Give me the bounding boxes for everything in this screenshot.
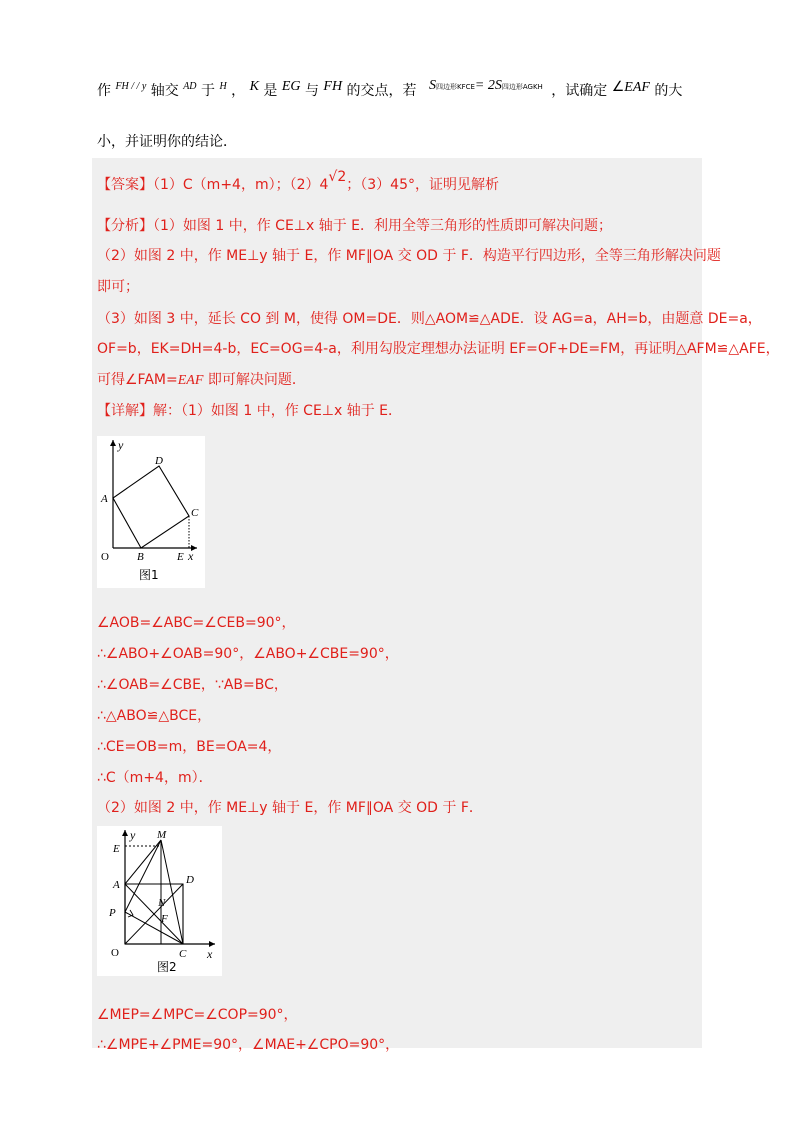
label-x: x [207,947,213,961]
answer-tag: 【答案】 [97,177,153,193]
question-line-1 [97,80,682,100]
analysis-text: 可得∠FAM= [97,372,178,388]
label-m: M [157,829,167,841]
figure-2-caption: 图2 [157,960,177,974]
detail-text: 解：（1）如图 1 中，作 CE⊥x 轴于 E． [153,403,403,419]
answer-text: （1）C（m+4，m）；（2）4 [153,177,329,193]
q-math: = 2S [474,78,502,93]
label-y: y [130,828,136,842]
label-x: x [188,549,194,563]
angle-symbol: ∠ [611,79,625,95]
label-o: O [101,551,109,563]
detail-l1 [97,400,402,420]
square-abcd [113,466,189,548]
q-sub: 四边形AGKH [501,83,543,91]
label-c: C [191,507,199,519]
q-math: EG [281,79,301,94]
step1-5: ∴C（m+4，m）． [97,770,213,786]
step1-2: ∴∠OAB=∠CBE，∵AB=BC， [97,677,288,693]
analysis-text: 即可解决问题． [203,372,306,388]
label-p: P [109,907,116,919]
analysis-l2: （2）如图 2 中，作 ME⊥y 轴于 E，作 MF∥OA 交 OD 于 F．构造平行四边形，全等三角形解决问题 [97,248,721,264]
step2-1: ∴∠MPE+∠PME=90°，∠MAE+∠CPO=90°， [97,1037,400,1053]
label-y: y [118,438,124,452]
detail-tag: 【详解】 [97,403,153,419]
q-text: 的大 [654,83,683,99]
y-axis-arrow [110,440,116,446]
segment-pc [125,912,183,944]
label-e: E [177,551,184,563]
q-math: H [219,81,227,92]
part2-heading: （2）如图 2 中，作 ME⊥y 轴于 E，作 MF∥OA 交 OD 于 F． [97,800,483,816]
q-math: FH [323,79,343,94]
step1-0: ∠AOB=∠ABC=∠CEB=90°， [97,615,296,631]
analysis-l4: （3）如图 3 中，延长 CO 到 M，使得 OM=DE．则△AOM≌△ADE．设 AG=a，AH=b，由题意 DE=a， [97,311,762,327]
analysis-math: EAF [177,373,204,388]
label-d: D [155,455,163,467]
label-d: D [186,874,194,886]
segment-mc [161,840,183,944]
y-axis-arrow [122,830,128,836]
q-text: 是 [263,83,278,99]
label-n: N [158,897,166,909]
analysis-l6 [97,369,306,389]
figure-2-svg [97,826,222,976]
step2-0: ∠MEP=∠MPC=∠COP=90°， [97,1007,298,1023]
q-sub: 四边形KFCE [435,83,475,91]
step1-3: ∴△ABO≌△BCE， [97,708,212,724]
answer-line [97,169,499,194]
q-text: 于 [200,83,215,99]
label-e: E [113,843,120,855]
q-text: 与 [304,83,319,99]
q-math: EAF [624,80,650,95]
analysis-text: （1）如图 1 中，作 CE⊥x 轴于 E．利用全等三角形的性质即可解决问题； [153,218,613,234]
step1-4: ∴CE=OB=m，BE=OA=4， [97,739,282,755]
answer-text: ；（3）45°，证明见解析 [346,177,499,193]
q-text: ， [231,83,246,99]
analysis-l1 [97,215,612,235]
label-f: F [161,913,168,925]
area-formula [429,77,547,93]
q-math: K [249,79,259,94]
analysis-l3: 即可； [97,279,139,295]
segment-ma [125,840,161,884]
label-a: A [113,879,120,891]
label-o: O [111,947,119,959]
label-c: C [179,948,187,960]
figure-1-caption: 图1 [139,568,159,582]
q-math: AD [183,81,197,92]
question-line-2: 小，并证明你的结论． [97,134,237,150]
q-text: 的交点，若 [346,83,417,99]
sqrt: √2 [328,169,347,185]
step1-1: ∴∠ABO+∠OAB=90°，∠ABO+∠CBE=90°， [97,646,399,662]
figure-1 [97,436,205,588]
label-a: A [101,493,108,505]
analysis-tag: 【分析】 [97,218,153,234]
segment-pm [125,840,161,912]
figure-2 [97,826,222,976]
figure-1-svg [97,436,205,588]
label-b: B [137,551,144,563]
q-text: 作 [97,83,111,99]
analysis-l5: OF=b，EK=DH=4-b，EC=OG=4-a，利用勾股定理想办法证明 EF=OF+DE=FM，再证明△AFM≌△AFE， [97,341,780,357]
q-math: S [428,78,436,93]
q-math: FH / / y [115,81,147,92]
q-text: 轴交 [150,83,179,99]
q-text: ，试确定 [551,83,608,99]
